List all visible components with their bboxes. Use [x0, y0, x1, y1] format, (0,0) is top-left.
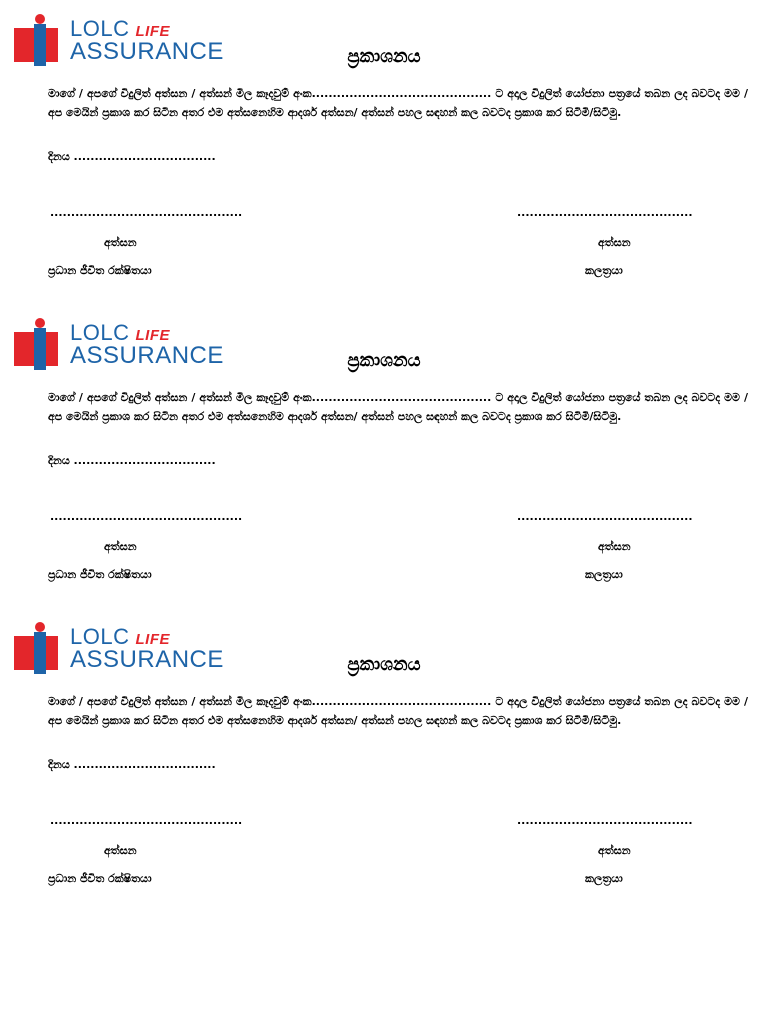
role-spouse: කලත්‍රයා [585, 264, 623, 277]
logo-brand-text: LOLC [70, 16, 130, 41]
declaration-paragraph: මාගේ / අපගේ විදුලිත් අත්සන / අත්සන් මිල කෑදවුම් අංක........................................... ට අදාල විදුලිත් යෝජනා පත්‍රයේ තබන ලද බවටද මම / අප මෙයින් ප්‍රකාශ කර සිටින අතර එම අත්සනෙහිම ආදර්ශ අත්සන/ අත්සන් පහල සඳහන් කල බවටද ප්‍රකාශ කර සිටිමි/සිටිමු. [48, 87, 748, 119]
declaration-paragraph: මාගේ / අපගේ විදුලිත් අත්සන / අත්සන් මිල කෑදවුම් අංක........................................... ට අදාල විදුලිත් යෝජනා පත්‍රයේ තබන ලද බවටද මම / අප මෙයින් ප්‍රකාශ කර සිටින අතර එම අත්සනෙහිම ආදර්ශ අත්සන/ අත්සන් පහල සඳහන් කල බවටද ප්‍රකාශ කර සිටිමි/සිටිමු. [48, 391, 748, 423]
role-spouse: කලත්‍රයා [585, 872, 623, 885]
date-field[interactable]: දිනය .................................. [48, 454, 216, 467]
role-main-life-assured: ප්‍රධාන ජීවිත රක්ෂිතයා [48, 872, 152, 885]
declaration-paragraph: මාගේ / අපගේ විදුලිත් අත්සන / අත්සන් මිල කෑදවුම් අංක........................................... ට අදාල විදුලිත් යෝජනා පත්‍රයේ තබන ලද බවටද මම / අප මෙයින් ප්‍රකාශ කර සිටින අතර එම අත්සනෙහිම ආදර්ශ අත්සන/ අත්සන් පහල සඳහන් කල බවටද ප්‍රකාශ කර සිටිමි/සිටිමු. [48, 695, 748, 727]
signature-line-left[interactable]: .............................................. [50, 814, 243, 827]
date-field[interactable]: දිනය .................................. [48, 758, 216, 771]
signature-line-left[interactable]: .............................................. [50, 510, 243, 523]
role-spouse: කලත්‍රයා [585, 568, 623, 581]
signature-label-right: අත්සන [598, 236, 631, 249]
signature-line-right[interactable]: .......................................... [517, 814, 693, 827]
signature-label-left: අත්සන [104, 236, 137, 249]
signature-line-left[interactable]: .............................................. [50, 206, 243, 219]
form-title: ප්‍රකාශනය [347, 46, 421, 67]
role-main-life-assured: ප්‍රධාන ජීවිත රක්ෂිතයා [48, 264, 152, 277]
declaration-form-3 [0, 608, 768, 908]
logo-assurance-text: ASSURANCE [70, 342, 224, 369]
declaration-form-2 [0, 304, 768, 604]
form-title: ප්‍රකාශනය [347, 654, 421, 675]
role-main-life-assured: ප්‍රධාන ජීවිත රක්ෂිතයා [48, 568, 152, 581]
logo-assurance-text: ASSURANCE [70, 38, 224, 65]
logo-brand-text: LOLC [70, 320, 130, 345]
logo-life-text: LIFE [135, 327, 170, 344]
logo-assurance-text: ASSURANCE [70, 646, 224, 673]
signature-label-right: අත්සන [598, 540, 631, 553]
declaration-form-1 [0, 0, 768, 300]
logo-life-text: LIFE [135, 23, 170, 40]
signature-line-right[interactable]: .......................................... [517, 206, 693, 219]
signature-label-left: අත්සන [104, 844, 137, 857]
signature-line-right[interactable]: .......................................... [517, 510, 693, 523]
logo-brand-text: LOLC [70, 624, 130, 649]
logo-life-text: LIFE [135, 631, 170, 648]
form-title: ප්‍රකාශනය [347, 350, 421, 371]
date-field[interactable]: දිනය .................................. [48, 150, 216, 163]
signature-label-left: අත්සන [104, 540, 137, 553]
signature-label-right: අත්සන [598, 844, 631, 857]
